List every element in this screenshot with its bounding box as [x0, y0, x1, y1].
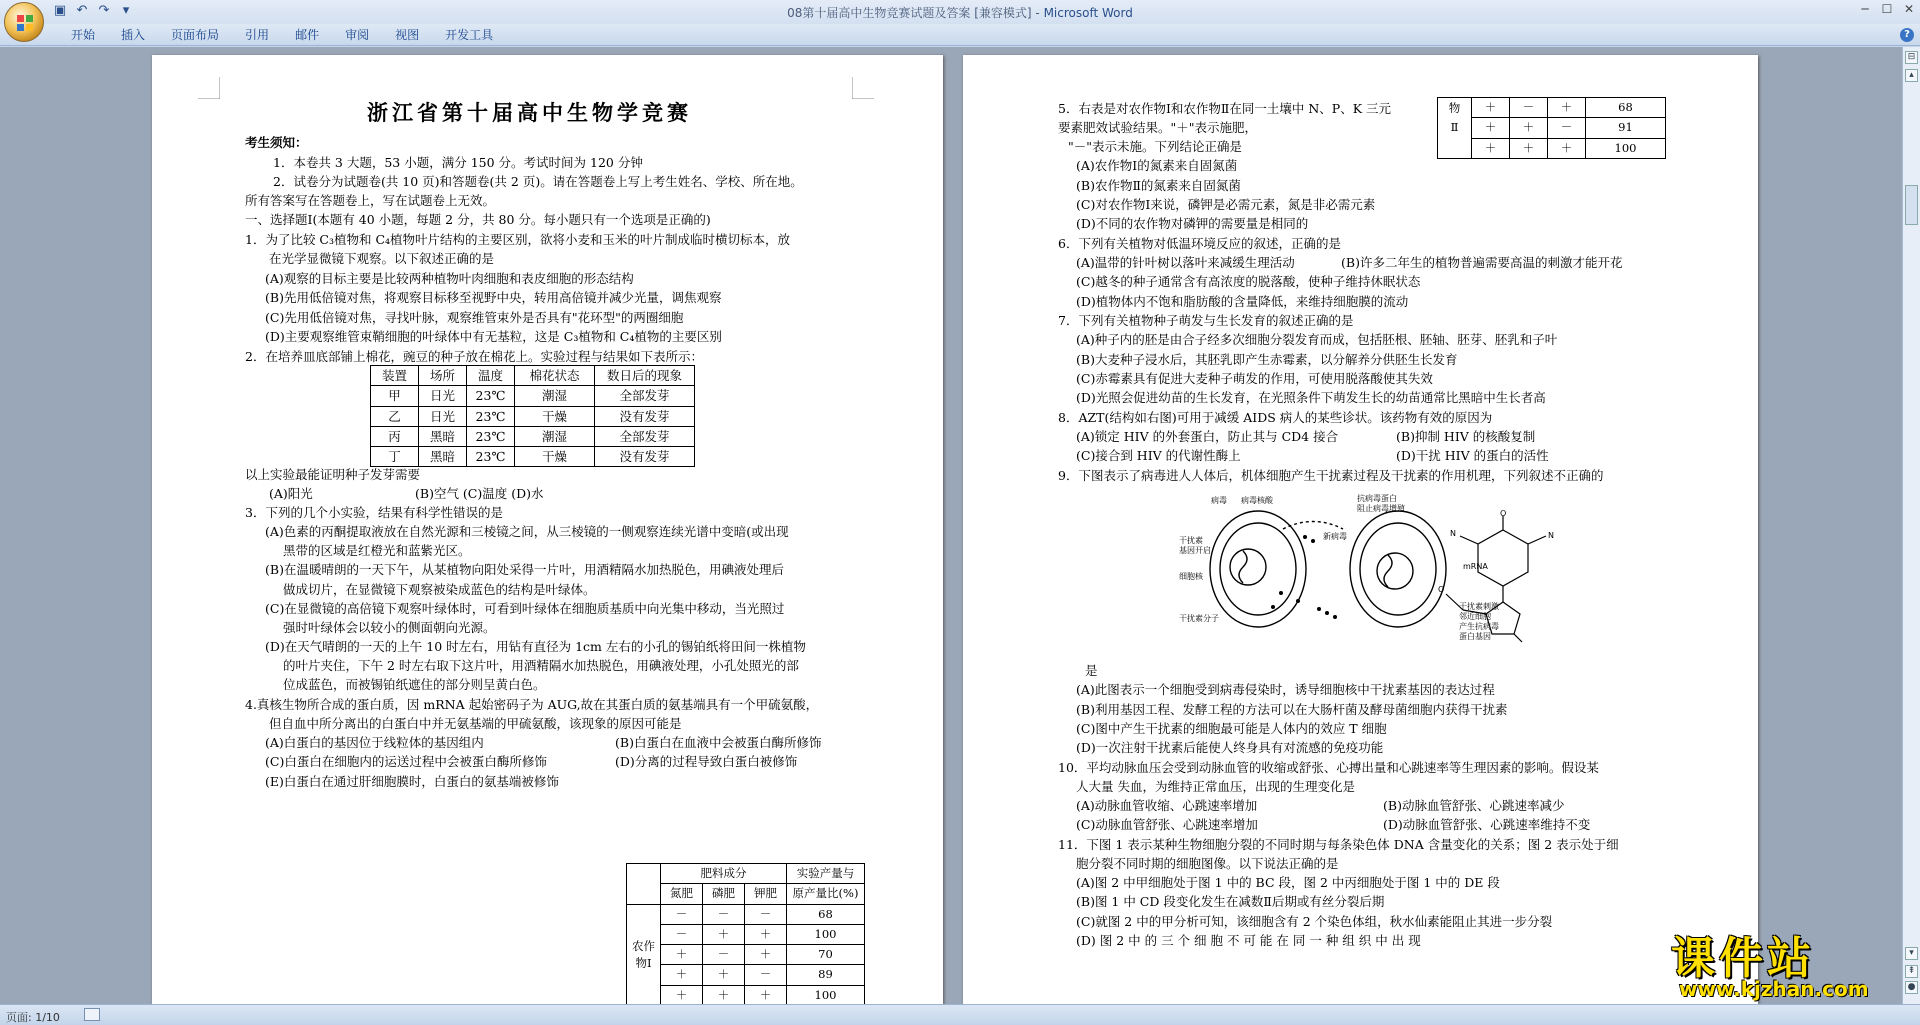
cell: 68 — [787, 904, 865, 924]
text-line: (C)图中产生干扰素的细胞最可能是人体内的效应 T 细胞 — [1076, 721, 1387, 736]
diagram-label: 阻止病毒增殖 — [1357, 504, 1405, 513]
text-line: (A)白蛋白的基因位于线粒体的基因组内 — [265, 735, 484, 750]
cell: － — [661, 924, 703, 944]
text-line: 3．下列的几个小实验，结果有科学性错误的是 — [245, 505, 503, 520]
cell: ＋ — [661, 945, 703, 965]
diagram-label: 病毒 — [1211, 496, 1227, 505]
text-line: 1．本卷共 3 大题，53 小题，满分 150 分。考试时间为 120 分钟 — [273, 155, 643, 170]
scroll-up-icon[interactable]: ▴ — [1905, 69, 1918, 82]
cell: 23℃ — [467, 386, 515, 406]
prev-page-icon[interactable]: ⇞ — [1905, 965, 1918, 978]
cell: ＋ — [1548, 98, 1586, 118]
text-line: 6．下列有关植物对低温环境反应的叙述，正确的是 — [1058, 236, 1341, 251]
cell: ＋ — [1472, 138, 1510, 158]
cell: － — [703, 945, 745, 965]
spellcheck-icon[interactable] — [84, 1008, 100, 1021]
text-line: (B)农作物Ⅱ的氮素来自固氮菌 — [1076, 178, 1241, 193]
cell: 干燥 — [515, 447, 595, 467]
cell: ＋ — [745, 945, 787, 965]
diagram-label: mRNA — [1463, 562, 1488, 571]
scroll-down-icon[interactable]: ▾ — [1905, 947, 1918, 960]
text-line: (D)在天气晴朗的一天的上午 10 时左右，用钻有直径为 1cm 左右的小孔的锡铂纸将田间一株植物 — [265, 639, 806, 654]
table-header: 钾肥 — [745, 884, 787, 904]
cell: 丙 — [371, 426, 419, 446]
diagram-label: 产生抗病毒 — [1459, 622, 1499, 631]
text-line: (D)干扰 HIV 的蛋白的活性 — [1396, 448, 1549, 463]
text-line: "－"表示未施。下列结论正确是 — [1068, 139, 1242, 154]
text-line: (C)先用低倍镜对焦，寻找叶脉，观察维管束外是否具有"花环型"的两圈细胞 — [265, 310, 684, 325]
table-row — [627, 924, 865, 944]
cell: 全部发芽 — [595, 426, 695, 446]
text-line: (B)利用基因工程、发酵工程的方法可以在大肠杆菌及酵母菌细胞内获得干扰素 — [1076, 702, 1508, 717]
cell: － — [745, 965, 787, 985]
table-header: 氮肥 — [661, 884, 703, 904]
text-line: (D)一次注射干扰素后能使人终身具有对流感的免疫功能 — [1076, 740, 1384, 755]
text-line: (D)主要观察维管束鞘细胞的叶绿体中有无基粒，这是 C₃植物和 C₄植物的主要区别 — [265, 329, 722, 344]
undo-icon[interactable]: ↶ — [76, 3, 88, 18]
text-line: (A)此图表示一个细胞受到病毒侵染时，诱导细胞核中干扰素基因的表达过程 — [1076, 682, 1495, 697]
redo-icon[interactable]: ↷ — [98, 3, 110, 18]
table-header: 棉花状态 — [515, 366, 595, 386]
cell: ＋ — [703, 924, 745, 944]
text-line: 1．为了比较 C₃植物和 C₄植物叶片结构的主要区别，欲将小麦和玉米的叶片制成临时横切标本，放 — [245, 232, 791, 247]
office-logo-icon — [15, 13, 35, 33]
cell: 89 — [787, 965, 865, 985]
tab-references[interactable]: 引用 — [245, 28, 270, 42]
cell: ＋ — [1510, 138, 1548, 158]
text-line: 强时叶绿体会以较小的侧面朝向光源。 — [283, 620, 496, 635]
text-line: (D) 图 2 中 的 三 个 细 胞 不 可 能 在 同 一 种 组 织 中 出 现 — [1076, 933, 1421, 948]
svg-text:O: O — [1438, 585, 1445, 594]
text-line: (D)不同的农作物对磷钾的需要量是相同的 — [1076, 216, 1309, 231]
text-line: 8．AZT(结构如右图)可用于减缓 AIDS 病人的某些诊状。该药物有效的原因为 — [1058, 410, 1493, 425]
cell: 没有发芽 — [595, 447, 695, 467]
text-line: 11．下图 1 表示某种生物细胞分裂的不同时期与每条染色体 DNA 含量变化的关系；图 2 表示处于细 — [1058, 837, 1619, 852]
text-line: (C)就图 2 中的甲分析可知，该细胞含有 2 个染色体组，秋水仙素能阻止其进一步分裂 — [1076, 914, 1553, 929]
diagram-label: 病毒核酸 — [1241, 496, 1273, 505]
table-row — [627, 945, 865, 965]
table-row — [1438, 118, 1666, 138]
table-row — [371, 386, 695, 406]
text-line: (C)动脉血管舒张、心跳速率增加 — [1076, 817, 1258, 832]
customize-qat-icon[interactable]: ▾ — [122, 3, 130, 18]
text-line: (B)白蛋白在血液中会被蛋白酶所修饰 — [615, 735, 822, 750]
cell: 23℃ — [467, 426, 515, 446]
table-header: 装置 — [371, 366, 419, 386]
text-line: 的叶片夹住，下午 2 时左右取下这片叶，用酒精隔水加热脱色，用碘液处理，小孔处照光的部 — [283, 658, 799, 673]
ribbon — [0, 24, 1920, 46]
cell: － — [703, 904, 745, 924]
text-line: (A)观察的目标主要是比较两种植物叶肉细胞和表皮细胞的形态结构 — [265, 271, 634, 286]
text-line: (A)农作物Ⅰ的氮素来自固氮菌 — [1076, 158, 1238, 173]
text-line: (B)许多二年生的植物普遍需要高温的刺激才能开花 — [1341, 255, 1623, 270]
status-bar — [0, 1004, 1920, 1025]
text-line: 以上实验最能证明种子发芽需要 — [245, 467, 421, 482]
cell: 日光 — [419, 386, 467, 406]
cell: － — [661, 904, 703, 924]
text-line: 做成切片，在显微镜下观察被染成蓝色的结构是叶绿体。 — [283, 582, 596, 597]
browse-object-icon[interactable]: ● — [1905, 981, 1918, 994]
text-line: 在光学显微镜下观察。以下叙述正确的是 — [269, 251, 495, 266]
cell: 潮湿 — [515, 426, 595, 446]
text-line: (A)色素的丙酮提取液放在自然光源和三棱镜之间，从三棱镜的一侧观察连续光谱中变暗(或出现 — [265, 524, 789, 539]
quick-access-toolbar — [52, 3, 134, 19]
text-line: 位成蓝色，而被锡铂纸遮住的部分则呈黄白色。 — [283, 677, 546, 692]
text-line: (A)图 2 中甲细胞处于图 1 中的 BC 段，图 2 中丙细胞处于图 1 中的 DE 段 — [1076, 875, 1500, 890]
azt-structure-icon — [1408, 510, 1598, 645]
save-icon[interactable]: ▣ — [53, 3, 67, 18]
cell: ＋ — [661, 985, 703, 1004]
scrollbar-thumb[interactable] — [1905, 185, 1918, 225]
text-line: (D)分离的过程导致白蛋白被修饰 — [615, 754, 798, 769]
cell: 23℃ — [467, 447, 515, 467]
text-line: (D)光照会促进幼苗的生长发育，在光照条件下萌发生长的幼苗通常比黑暗中生长者高 — [1076, 390, 1546, 405]
cell: ＋ — [703, 965, 745, 985]
text-line: 10．平均动脉血压会受到动脉血管的收缩或舒张、心搏出量和心跳速率等生理因素的影响。假设某 — [1058, 760, 1599, 775]
ribbon-tabs — [58, 27, 506, 43]
table-row — [627, 985, 865, 1004]
watermark-text: 课件站 — [1671, 933, 1815, 984]
table-header: 原产量比(%) — [787, 884, 865, 904]
cell: 100 — [1586, 138, 1666, 158]
tab-home[interactable]: 开始 — [71, 28, 96, 42]
diagram-label: 邻近细胞 — [1459, 612, 1491, 621]
cell: 23℃ — [467, 406, 515, 426]
cell: ＋ — [661, 965, 703, 985]
table-header: 数日后的现象 — [595, 366, 695, 386]
text-line: (B)在温暖晴朗的一天下午，从某植物向阳处采得一片叶，用酒精隔水加热脱色，用碘液处理后 — [265, 562, 784, 577]
table-header: 实验产量与 — [787, 864, 865, 884]
office-button[interactable] — [4, 2, 44, 42]
crop-mark — [852, 77, 874, 99]
table-row — [371, 406, 695, 426]
cell: 干燥 — [515, 406, 595, 426]
text-line: (B)动脉血管舒张、心跳速率减少 — [1383, 798, 1565, 813]
text-line: (B)大麦种子浸水后，其胚乳即产生赤霉素，以分解养分供胚生长发育 — [1076, 352, 1458, 367]
table-row — [371, 426, 695, 446]
text-line: 一、选择题Ⅰ(本题有 40 小题，每题 2 分，共 80 分。每小题只有一个选项是正确的) — [245, 212, 711, 227]
crop-mark — [198, 77, 220, 99]
cell: 潮湿 — [515, 386, 595, 406]
cell: 70 — [787, 945, 865, 965]
cell: 100 — [787, 985, 865, 1004]
text-line: 要素肥效试验结果。"＋"表示施肥， — [1058, 120, 1257, 135]
diagram-label: 干扰素 — [1179, 536, 1203, 545]
text-line: (C)越冬的种子通常含有高浓度的脱落酸，使种子维持休眠状态 — [1076, 274, 1421, 289]
text-line: (C)赤霉素具有促进大麦种子萌发的作用，可使用脱落酸使其失效 — [1076, 371, 1433, 386]
cell: 68 — [1586, 98, 1666, 118]
title-bar — [0, 0, 1920, 24]
table-row — [1438, 98, 1666, 118]
document-workspace[interactable] — [0, 47, 1920, 1004]
close-icon[interactable]: ✕ — [1903, 2, 1915, 16]
text-line: 所有答案写在答题卷上，写在试题卷上无效。 — [245, 193, 496, 208]
text-line: (C)接合到 HIV 的代谢性酶上 — [1076, 448, 1241, 463]
text-line: 胞分裂不同时期的细胞图像。以下说法正确的是 — [1076, 856, 1339, 871]
maximize-icon[interactable]: ☐ — [1881, 2, 1893, 16]
cell: ＋ — [1548, 138, 1586, 158]
cell: － — [1548, 118, 1586, 138]
crop-label: 农作物Ⅰ — [627, 904, 661, 1004]
cell: 丁 — [371, 447, 419, 467]
text-line: 2．在培养皿底部铺上棉花，豌豆的种子放在棉花上。实验过程与结果如下表所示： — [245, 349, 703, 364]
text-line: 但自血中所分离出的白蛋白中并无氨基端的甲硫氨酸，该现象的原因可能是 — [269, 716, 682, 731]
crop-label: 物 Ⅱ — [1438, 98, 1472, 139]
diagram-label: 抗病毒蛋白 — [1357, 494, 1397, 503]
table-header: 肥料成分 — [661, 864, 787, 884]
cell: 日光 — [419, 406, 467, 426]
svg-text:O: O — [1500, 510, 1507, 518]
cell — [1438, 138, 1472, 158]
cell: ＋ — [703, 985, 745, 1004]
minimize-icon[interactable]: ─ — [1861, 2, 1869, 16]
experiment-table — [370, 365, 695, 467]
text-line: 人大量 失血，为维持正常血压，出现的生理变化是 — [1076, 779, 1355, 794]
text-line: (A)锁定 HIV 的外套蛋白，防止其与 CD4 接合 — [1076, 429, 1339, 444]
tab-insert[interactable]: 插入 — [121, 28, 146, 42]
cell — [627, 864, 661, 905]
text-line: (A)种子内的胚是由合子经多次细胞分裂发育而成，包括胚根、胚轴、胚芽、胚乳和子叶 — [1076, 332, 1558, 347]
diagram-label: 干扰素分子 — [1179, 614, 1219, 623]
text-line: (A)阳光 — [269, 486, 313, 501]
watermark-url: www.kjzhan.com — [1679, 977, 1869, 1001]
diagram-label: 干扰素刺激 — [1459, 602, 1499, 611]
svg-text:N: N — [1548, 531, 1554, 540]
text-line: (C)在显微镜的高倍镜下观察叶绿体时，可看到叶绿体在细胞质基质中向光集中移动，当光照过 — [265, 601, 785, 616]
text-line: 考生须知： — [245, 135, 308, 150]
diagram-label: 蛋白基因 — [1459, 632, 1491, 641]
text-line: (A)动脉血管收缩、心跳速率增加 — [1076, 798, 1258, 813]
cell: ＋ — [1472, 98, 1510, 118]
vertical-scrollbar[interactable] — [1902, 47, 1920, 1004]
cell: 乙 — [371, 406, 419, 426]
text-line: 7．下列有关植物种子萌发与生长发育的叙述正确的是 — [1058, 313, 1354, 328]
fertilizer-table-1 — [626, 863, 865, 1004]
text-line: (B)先用低倍镜对焦，将观察目标移至视野中央，转用高倍镜并减少光量，调焦观察 — [265, 290, 722, 305]
cell: － — [1510, 98, 1548, 118]
document-page-2[interactable] — [963, 55, 1758, 1004]
cell: ＋ — [1510, 118, 1548, 138]
table-header: 温度 — [467, 366, 515, 386]
cell: ＋ — [745, 985, 787, 1004]
watermark-logo — [1665, 922, 1915, 1004]
page-indicator[interactable]: 页面: 1/10 — [6, 1011, 60, 1024]
cell: 全部发芽 — [595, 386, 695, 406]
cell: ＋ — [1472, 118, 1510, 138]
window-title: 08第十届高中生物竞赛试题及答案 [兼容模式] - Microsoft Word — [787, 6, 1133, 20]
cell: － — [745, 904, 787, 924]
diagram-label: 新病毒 — [1323, 532, 1347, 541]
cell: 没有发芽 — [595, 406, 695, 426]
cell: 黑暗 — [419, 426, 467, 446]
text-line: 2．试卷分为试题卷(共 10 页)和答题卷(共 2 页)。请在答题卷上写上考生姓名、学校、所在地。 — [273, 174, 803, 189]
diagram-label: 基因开启 — [1179, 546, 1211, 555]
text-line: 黑带的区域是红橙光和蓝紫光区。 — [283, 543, 471, 558]
table-header: 场所 — [419, 366, 467, 386]
ruler-toggle-icon[interactable]: ⊟ — [1905, 51, 1918, 64]
table-header: 磷肥 — [703, 884, 745, 904]
text-line: (B)抑制 HIV 的核酸复制 — [1396, 429, 1536, 444]
exam-title: 浙江省第十届高中生物学竞赛 — [367, 100, 692, 125]
text-line: (B)图 1 中 CD 段变化发生在减数Ⅱ后期或有丝分裂后期 — [1076, 894, 1385, 909]
window-controls — [1858, 2, 1916, 16]
text-line: (A)温带的针叶树以落叶来减缓生理活动 — [1076, 255, 1295, 270]
svg-text:N: N — [1450, 529, 1456, 538]
tab-review[interactable]: 审阅 — [345, 28, 370, 42]
tab-mailings[interactable]: 邮件 — [295, 28, 320, 42]
table-row — [627, 904, 865, 924]
tab-developer[interactable]: 开发工具 — [445, 28, 494, 42]
text-line: (C)白蛋白在细胞内的运送过程中会被蛋白酶所修饰 — [265, 754, 547, 769]
help-icon[interactable]: ? — [1900, 28, 1914, 42]
text-line: 5．右表是对农作物Ⅰ和农作物Ⅱ在同一土壤中 N、P、K 三元 — [1058, 101, 1392, 116]
tab-view[interactable]: 视图 — [395, 28, 420, 42]
table-row — [1438, 138, 1666, 158]
text-line: (D)植物体内不饱和脂肪酸的含量降低，来维持细胞膜的流动 — [1076, 294, 1409, 309]
fertilizer-table-2 — [1437, 97, 1666, 159]
text-line: (D)动脉血管舒张、心跳速率维持不变 — [1383, 817, 1591, 832]
text-line: (C)对农作物Ⅰ来说，磷钾是必需元素，氮是非必需元素 — [1076, 197, 1376, 212]
cell: 91 — [1586, 118, 1666, 138]
table-row — [371, 447, 695, 467]
table-row — [627, 965, 865, 985]
text-line: 是 — [1085, 663, 1098, 678]
cell: 黑暗 — [419, 447, 467, 467]
cell: ＋ — [745, 924, 787, 944]
document-page-1[interactable] — [152, 55, 943, 1004]
text-line: 9．下图表示了病毒进人人体后，机体细胞产生干扰素过程及干扰素的作用机理，下列叙述不正确的 — [1058, 468, 1604, 483]
cell: 100 — [787, 924, 865, 944]
cell: 甲 — [371, 386, 419, 406]
text-line: 4.真核生物所合成的蛋白质，因 mRNA 起始密码子为 AUG,故在其蛋白质的氨基端具有一个甲硫氨酸， — [245, 697, 819, 712]
text-line: (E)白蛋白在通过肝细胞膜时，白蛋白的氨基端被修饰 — [265, 774, 559, 789]
tab-page-layout[interactable]: 页面布局 — [171, 28, 220, 42]
text-line: (B)空气 (C)温度 (D)水 — [415, 486, 544, 501]
diagram-label: 细胞核 — [1179, 572, 1203, 581]
